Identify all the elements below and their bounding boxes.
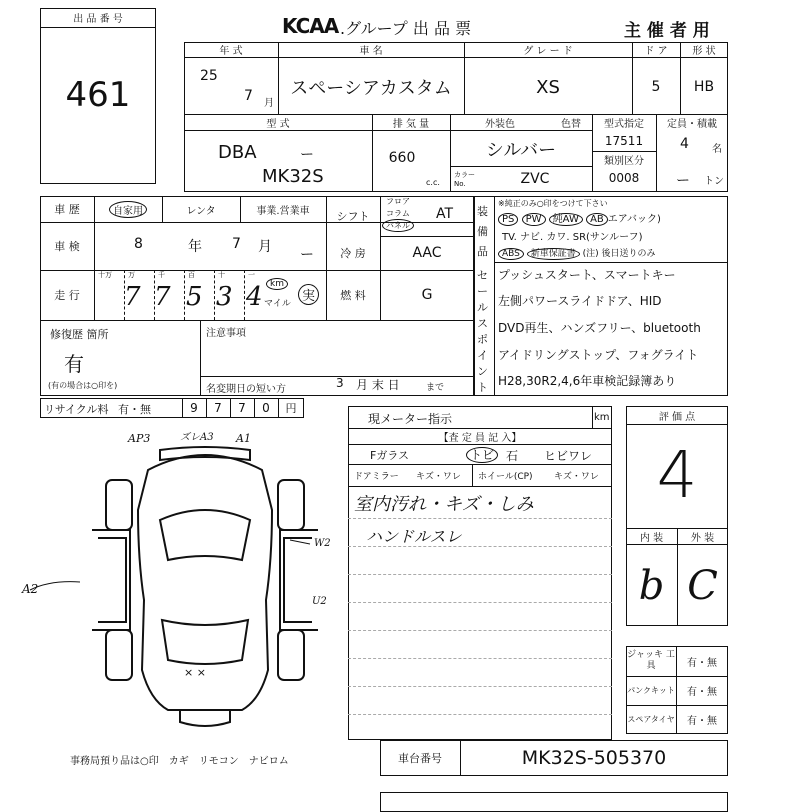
- history-option-private: [94, 196, 162, 222]
- displacement-value: 660: [388, 150, 416, 166]
- equipment-line2: TV. ナビ. カワ. SR(サンルーフ): [502, 232, 643, 243]
- doors-value: 5: [651, 79, 661, 95]
- mileage-digit: 3: [216, 282, 233, 312]
- jack-label: ジャッキ 工 具: [627, 650, 675, 671]
- recycle-digit: 7: [238, 401, 246, 415]
- equipment-note: ※純正のみ○印をつけて下さい: [498, 199, 608, 208]
- brand-logo: KCAA: [282, 14, 339, 38]
- equipment-line1: [498, 210, 661, 225]
- cc-unit: c.c.: [426, 178, 440, 187]
- mileage-unit-row: [94, 270, 264, 282]
- color-code-value: ZVC: [520, 171, 550, 187]
- mileage-unit: 十: [218, 271, 225, 279]
- meter-label: 現メーター指示: [368, 412, 453, 426]
- mileage-digit: 5: [186, 282, 203, 312]
- recycle-digit: 9: [190, 401, 198, 415]
- category-value: 0008: [608, 171, 640, 185]
- type-designation-value: 17511: [604, 133, 644, 148]
- deadline-suffix: まで: [426, 383, 445, 393]
- host-label: 主 催 者 用: [624, 21, 710, 41]
- spare-value: 有・無: [687, 716, 717, 727]
- inspector-label: 【査 定 員 記 入】: [438, 432, 522, 444]
- mileage-label: 走 行: [54, 289, 80, 302]
- history-label: 車 歴: [54, 203, 80, 216]
- ac-value: AAC: [412, 245, 442, 261]
- shape-value: HB: [693, 79, 715, 95]
- glass-label: Fガラス: [370, 449, 409, 462]
- lot-label: 出 品 番 号: [73, 14, 123, 25]
- mark-ap3: AP3: [128, 432, 151, 445]
- glass-option-crack: ヒビワレ: [544, 449, 593, 463]
- grade-value: XS: [536, 76, 560, 98]
- shift-option-floor: フロア: [386, 197, 410, 206]
- month-unit: 月: [264, 98, 274, 109]
- form-title: .グループ 出 品 票: [340, 19, 472, 38]
- exterior-score: C: [687, 563, 718, 609]
- model-value: MK32S: [262, 166, 324, 187]
- mark-xx: × ×: [184, 666, 206, 679]
- mark-u2: U2: [312, 596, 327, 607]
- shift-label: シフト: [336, 210, 370, 223]
- fuel-label: 燃 料: [340, 289, 366, 302]
- recycle-digit: 7: [214, 401, 222, 415]
- history-option-rental: レンタ: [186, 205, 216, 217]
- sales-points-label: [477, 268, 491, 396]
- glass-option-stone: 石: [506, 449, 519, 463]
- evaluation-label: 評 価 点: [658, 411, 696, 423]
- year-label: 年 式: [219, 46, 243, 57]
- equip-pw: PW: [522, 213, 546, 226]
- capacity-unit: 名: [712, 144, 722, 155]
- color-code-label: カラー No.: [454, 171, 475, 188]
- type-designation-label: 型式指定: [604, 118, 644, 130]
- shaken-dash: ー: [300, 247, 314, 263]
- interior-score: b: [638, 563, 665, 609]
- mileage-unit: 千: [158, 271, 165, 279]
- mileage-digit: 4: [246, 282, 263, 312]
- repair-label: 修復歴 箇所: [50, 328, 109, 341]
- capacity-label: 定員・積載: [667, 118, 717, 130]
- puncture-label: パンクキット: [627, 686, 675, 695]
- mileage-unit: 十万: [98, 271, 112, 279]
- glass-chip-text: トビ: [466, 447, 498, 463]
- repair-note: (有の場合は○印を): [48, 381, 118, 390]
- shaken-year-unit: 年: [188, 239, 202, 255]
- mileage-digit: 7: [124, 282, 141, 312]
- shift-option-column: コラム: [386, 209, 410, 218]
- equip-later: (注) 後日送りのみ: [582, 249, 656, 259]
- mark-a2: A2: [22, 582, 39, 596]
- load-value: ー: [676, 173, 690, 189]
- equip-ab-suffix: エアバック): [607, 214, 661, 225]
- hand-note-1: 室内汚れ・キズ・しみ: [354, 494, 534, 515]
- mileage-unit: 百: [188, 271, 195, 279]
- history-option-private-text: 自家用: [109, 201, 147, 218]
- month-value: 7: [244, 88, 253, 104]
- equip-warranty: 新車保証書: [527, 248, 580, 260]
- recycle-label: リサイクル料: [44, 403, 109, 416]
- category-label: 類別区分: [604, 155, 644, 167]
- sales-point-line: DVD再生、ハンズフリー、bluetooth: [498, 321, 701, 335]
- deadline-month: 3: [336, 376, 344, 390]
- deadline-label: 名変期日の短い方: [206, 384, 286, 395]
- office-note: 事務局預り品は○印 カギ リモコン ナビロム: [70, 756, 289, 767]
- equip-ps: PS: [498, 213, 518, 226]
- mileage-actual: 実: [298, 284, 319, 305]
- capacity-value: 4: [680, 136, 689, 152]
- shaken-year: 8: [134, 236, 143, 252]
- wheel-options: キズ・ワレ: [554, 472, 599, 482]
- sales-point-line: アイドリングストップ、フォグライト: [498, 348, 699, 362]
- meter-unit: km: [594, 412, 610, 423]
- mirror-options: キズ・ワレ: [416, 472, 461, 482]
- wheel-label: ホイール(CP): [478, 472, 533, 482]
- year-value: 25: [200, 68, 218, 84]
- car-name: スペーシアカスタム: [290, 78, 452, 99]
- shape-label: 形 状: [692, 46, 716, 57]
- shift-value: AT: [436, 206, 454, 222]
- mark-w2: W2: [314, 538, 331, 549]
- recycle-digit: 0: [262, 401, 270, 415]
- mileage-unit: 万: [128, 271, 135, 279]
- equipment-line3: [498, 246, 656, 259]
- history-option-business: 事業.営業車: [256, 205, 310, 217]
- notes-label: 注意事項: [206, 328, 246, 339]
- equip-ab: AB: [586, 213, 608, 226]
- displacement-label: 排 気 量: [392, 118, 430, 130]
- recycle-options: 有・無: [118, 403, 151, 416]
- ac-label: 冷 房: [340, 247, 366, 260]
- sales-point-line: プッシュスタート、スマートキー: [498, 268, 676, 282]
- next-box-edge: [380, 792, 728, 812]
- doors-label: ド ア: [644, 46, 668, 57]
- mileage-mile: マイル: [264, 299, 291, 309]
- color-change-label: 色替: [561, 118, 581, 130]
- equipment-label-text: 装 備 品: [477, 205, 488, 258]
- color-value: シルバー: [485, 140, 557, 161]
- mark-zure: ズレA3: [180, 432, 214, 443]
- chassis-value: MK32S-505370: [521, 747, 667, 769]
- hand-note-2: ハンドルスレ: [366, 527, 462, 546]
- sales-point-line: H28,30R2,4,6年車検記録簿あり: [498, 374, 677, 388]
- model-prefix: DBA: [218, 142, 257, 163]
- interior-label: 内 装: [639, 532, 664, 544]
- equipment-label: [477, 202, 491, 262]
- puncture-value: 有・無: [687, 687, 717, 698]
- shaken-label: 車 検: [54, 240, 80, 253]
- spare-label: スペアタイヤ: [627, 715, 675, 724]
- mileage-unit: 一: [248, 271, 255, 279]
- equip-aw: 純AW: [549, 213, 583, 226]
- shift-option-panel: パネル: [382, 219, 414, 232]
- jack-value: 有・無: [687, 657, 717, 669]
- shaken-month-unit: 月: [258, 239, 272, 255]
- equip-abs: ABS: [498, 248, 524, 260]
- mileage-km: km: [266, 278, 288, 290]
- sales-point-line: 左側パワースライドドア、HID: [498, 294, 662, 308]
- evaluation-score: 4: [656, 439, 698, 513]
- repair-value: 有: [64, 352, 84, 376]
- mileage-digit: 7: [154, 282, 171, 312]
- load-unit: トン: [704, 176, 724, 187]
- exterior-label: 外 装: [690, 532, 715, 544]
- deadline-text: 月 末 日: [356, 378, 400, 392]
- grade-label: グ レ ー ド: [523, 46, 573, 57]
- color-label: 外装色: [485, 118, 515, 130]
- glass-option-chip: [466, 446, 498, 463]
- shaken-month: 7: [232, 236, 241, 252]
- mirror-label: ドアミラー: [354, 472, 399, 482]
- model-dash: ー: [300, 147, 314, 163]
- name-label: 車 名: [359, 46, 383, 57]
- chassis-label: 車台番号: [398, 752, 442, 765]
- lot-number: 461: [65, 75, 131, 115]
- fuel-value: G: [421, 287, 433, 303]
- sales-points-label-text: セールスポイント: [477, 269, 488, 394]
- model-label: 型 式: [266, 118, 290, 130]
- mark-a1: A1: [236, 432, 251, 445]
- car-diagram: [10, 420, 350, 750]
- recycle-unit: 円: [285, 402, 297, 415]
